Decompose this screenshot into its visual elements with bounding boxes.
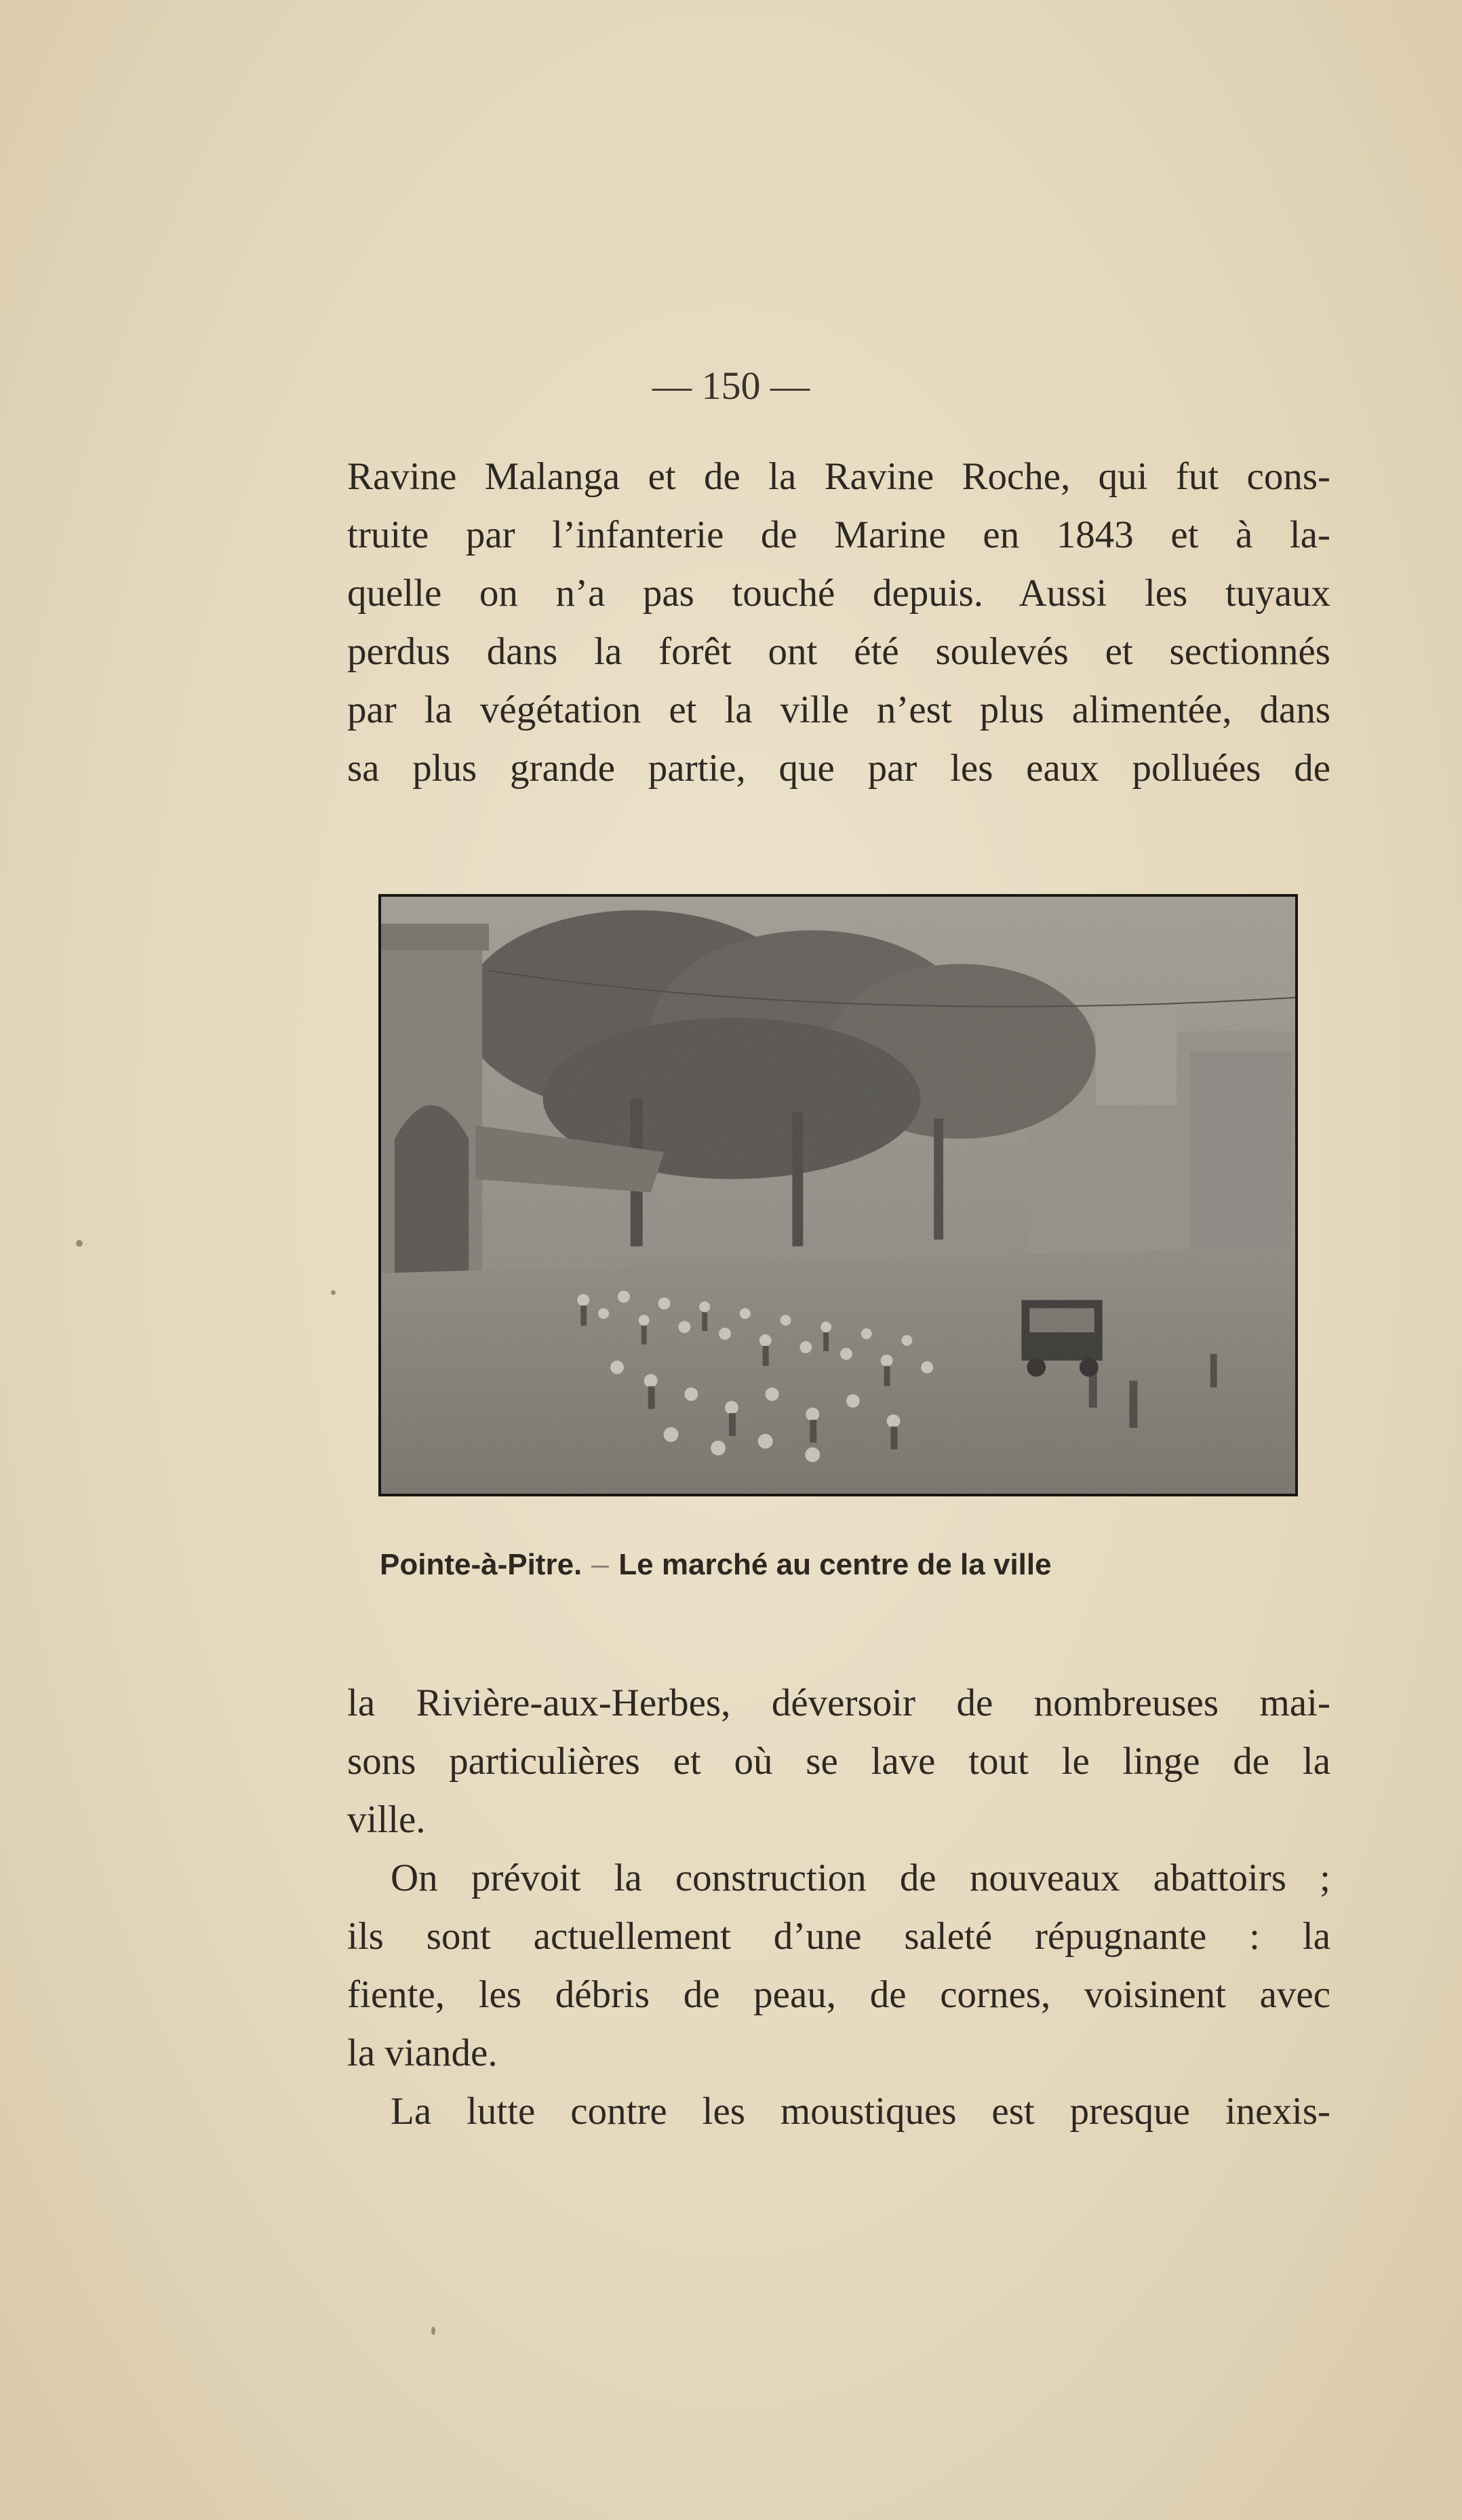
text-line: sa plus grande partie, que par les eaux polluées de bbox=[347, 747, 1330, 790]
caption-place: Pointe-à-Pitre. bbox=[380, 1548, 582, 1581]
text-line: Ravine Malanga et de la Ravine Roche, qui fut cons- bbox=[347, 455, 1330, 498]
text-line: quelle on n’a pas touché depuis. Aussi les tuyaux bbox=[347, 572, 1330, 615]
paper-speck bbox=[331, 1290, 336, 1295]
bottom-text bbox=[347, 1674, 1330, 2141]
text-line: la Rivière-aux-Herbes, déversoir de nombreuses mai- bbox=[347, 1682, 1330, 1724]
text-line: La lutte contre les moustiques est presque inexis- bbox=[391, 2090, 1330, 2133]
text-line: ville. bbox=[347, 1798, 426, 1841]
text-line: la viande. bbox=[347, 2032, 498, 2074]
text-line: ils sont actuellement d’une saleté répugnante : la bbox=[347, 1915, 1330, 1958]
paper-speck bbox=[76, 1240, 83, 1247]
paper-speck bbox=[431, 2327, 435, 2335]
caption-dash bbox=[591, 1566, 609, 1568]
text-line: On prévoit la construction de nouveaux abattoirs ; bbox=[391, 1857, 1330, 1899]
text-line: fiente, les débris de peau, de cornes, voisinent avec bbox=[347, 1973, 1330, 2016]
text-line: sons particulières et où se lave tout le linge de la bbox=[347, 1740, 1330, 1783]
text-line: par la végétation et la ville n’est plus alimentée, dans bbox=[347, 689, 1330, 731]
top-paragraph bbox=[347, 448, 1330, 798]
caption-text: Le marché au centre de la ville bbox=[618, 1548, 1052, 1581]
photo-caption bbox=[380, 1548, 1329, 1582]
text-line: truite par l’infanterie de Marine en 1843 et à la- bbox=[347, 513, 1330, 556]
market-photo-image bbox=[381, 897, 1295, 1494]
text-line: perdus dans la forêt ont été soulevés et sectionnés bbox=[347, 630, 1330, 673]
page-number: — 150 — bbox=[652, 364, 810, 408]
market-photo bbox=[378, 894, 1298, 1496]
